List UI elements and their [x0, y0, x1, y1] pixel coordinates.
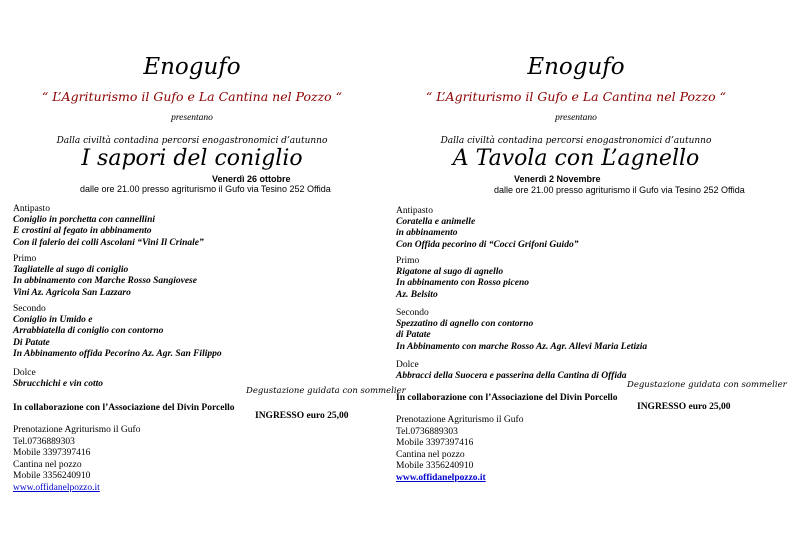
course-antipasto [13, 204, 204, 249]
course-line: Con Offida pecorino di “Cocci Grifoni Guido” [396, 239, 579, 250]
contact-line: Prenotazione Agriturismo il Gufo [396, 415, 524, 425]
course-line: In abbinamento con Rosso piceno [396, 278, 530, 289]
event-title: A Tavola con L’agnello [452, 146, 700, 171]
contact-line: Mobile 3356240910 [396, 461, 474, 471]
course-line: Coniglio in Umido e [13, 315, 93, 326]
collaborazione-note: In collaborazione con l’Associazione del Divin Porcello [396, 393, 618, 403]
course-line: In Abbinamento con marche Rosso Az. Agr. Allevi Maria Letizia [396, 341, 648, 352]
course-dolce [13, 368, 103, 390]
course-line: Coratella e animelle [396, 217, 476, 228]
website-link[interactable]: www.offidanelpozzo.it [13, 482, 100, 493]
course-secondo [396, 308, 647, 353]
event-venue: dalle ore 21.00 presso agriturismo il Gufo via Tesino 252 Offida [494, 185, 745, 195]
course-label: Dolce [396, 360, 419, 370]
subtitle: “ L’Agriturismo il Gufo e La Cantina nel Pozzo “ [425, 89, 727, 104]
contacts-block [13, 425, 140, 494]
presentano-label: presentano [555, 113, 597, 123]
contact-line: Mobile 3356240910 [13, 471, 91, 481]
course-dolce [396, 360, 626, 382]
degustazione-note: Degustazione guidata con sommelier [627, 380, 787, 390]
contact-line: Prenotazione Agriturismo il Gufo [13, 425, 141, 435]
course-label: Secondo [13, 304, 46, 314]
course-label: Primo [13, 254, 37, 264]
course-label: Primo [396, 256, 420, 266]
course-secondo [13, 304, 222, 360]
course-line: Con il falerio dei colli Ascolani “Vini Il Crinale” [13, 237, 204, 248]
ingresso-price: INGRESSO euro 25,00 [637, 402, 731, 412]
course-line: In abbinamento con Marche Rosso Sangiovese [13, 276, 197, 287]
event-title: I sapori del coniglio [81, 146, 303, 171]
degustazione-note: Degustazione guidata con sommelier [246, 386, 406, 396]
contact-line: Cantina nel pozzo [13, 459, 82, 470]
course-line: Sbrucchichi e vin cotto [13, 379, 103, 390]
course-label: Antipasto [396, 206, 433, 216]
course-label: Dolce [13, 368, 36, 378]
course-label: Secondo [396, 308, 429, 318]
course-primo [396, 256, 529, 301]
event-venue: dalle ore 21.00 presso agriturismo il Gufo via Tesino 252 Offida [80, 184, 331, 194]
event-date: Venerdì 26 ottobre [212, 174, 291, 184]
event-date: Venerdì 2 Novembre [514, 174, 601, 184]
brand-title: Enogufo [143, 54, 241, 80]
course-line: di Patate [396, 330, 431, 341]
right-flyer [384, 0, 787, 543]
course-line: Vini Az. Agricola San Lazzaro [13, 287, 131, 298]
collaborazione-note: In collaborazione con l’Associazione del Divin Porcello [13, 403, 235, 413]
contact-line: Tel.0736889303 [13, 436, 75, 447]
tagline: Dalla civiltà contadina percorsi enogastronomici d’autunno [56, 136, 328, 146]
contact-line: Tel.0736889303 [396, 426, 458, 437]
subtitle: “ L’Agriturismo il Gufo e La Cantina nel Pozzo “ [41, 89, 343, 104]
course-line: Rigatone al sugo di agnello [396, 267, 504, 278]
course-line: in abbinamento [396, 228, 458, 239]
course-line: Spezzatino di agnello con contorno [396, 319, 534, 330]
course-line: E crostini al fegato in abbinamento [13, 226, 152, 237]
course-line: Abbracci della Suocera e passerina della Cantina di Offida [396, 371, 627, 382]
contact-line: Mobile 3397397416 [13, 448, 91, 458]
course-primo [13, 254, 197, 299]
course-line: Coniglio in porchetta con cannellini [13, 215, 155, 226]
course-line: Tagliatelle al sugo di coniglio [13, 265, 129, 276]
contact-line: Mobile 3397397416 [396, 438, 474, 448]
course-line: Arrabbiatella di coniglio con contorno [13, 326, 164, 337]
website-link[interactable]: www.offidanelpozzo.it [396, 472, 486, 483]
course-line: Di Patate [13, 337, 50, 348]
presentano-label: presentano [171, 113, 213, 123]
brand-title: Enogufo [527, 54, 625, 80]
contacts-block [396, 415, 523, 484]
ingresso-price: INGRESSO euro 25,00 [255, 411, 349, 421]
contact-line: Cantina nel pozzo [396, 449, 465, 460]
course-label: Antipasto [13, 204, 50, 214]
tagline: Dalla civiltà contadina percorsi enogastronomici d’autunno [440, 136, 712, 146]
course-line: In Abbinamento offida Pecorino Az. Agr. San Filippo [13, 348, 222, 359]
course-line: Az. Belsito [396, 289, 438, 300]
course-antipasto [396, 206, 578, 251]
